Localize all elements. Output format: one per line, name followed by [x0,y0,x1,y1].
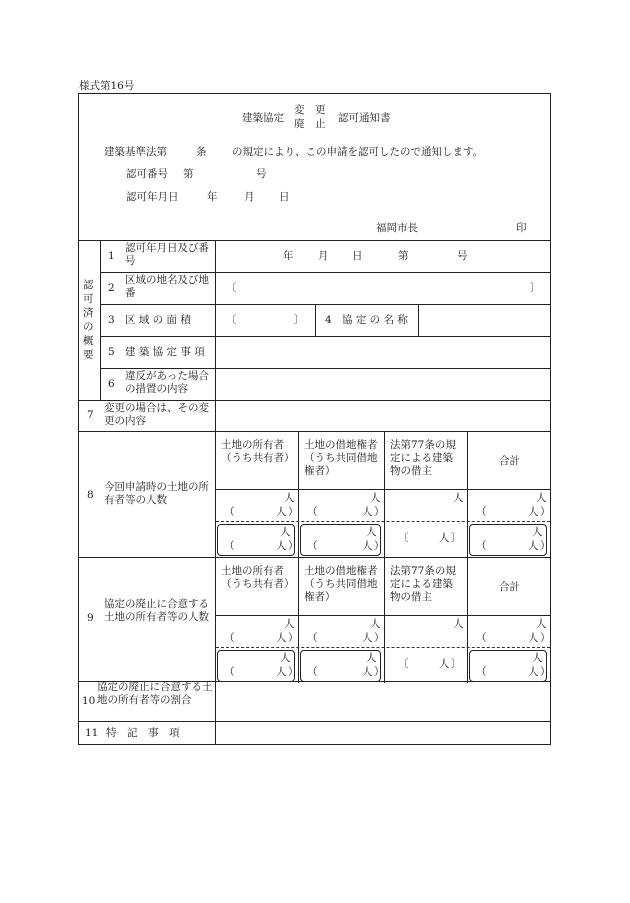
frame-right [550,93,551,745]
permit-date-day: 日 [279,191,290,203]
row9-unit-person: 人 [362,632,373,644]
row9-header-total: 合計 [499,581,520,593]
row9-unit-person: 人 [276,666,287,678]
row8-paren-close: ） [288,506,299,518]
row8-unit-person: 人 [366,526,377,538]
row8-header-lessee: 土地の借地権者（うち共同借地権者） [304,439,378,477]
row8-unit-person: 人 [362,506,373,518]
row9-paren-close: ） [374,666,385,678]
row9-unit-person: 人 [370,618,381,630]
row8-paren-close: ） [540,506,551,518]
row3-label: 区 域 の 面 積 [125,314,191,326]
row9-unit-person: 人 [453,618,464,630]
row11-num: 11 [85,727,99,739]
row9-unit-person: 人 [528,666,539,678]
row9-paren-close: ） [540,632,551,644]
frame-left [78,93,79,745]
row9-paren-close: ） [288,632,299,644]
row-line [100,272,551,273]
row-line [78,557,551,558]
row8-paren-close: ） [540,540,551,552]
row9-dashed-line [216,647,550,648]
row1-label: 認可年月日及び番号 [125,242,209,267]
row-line [78,431,551,432]
row8-paren-open: （ [224,540,235,552]
row5-label: 建 築 協 定 事 項 [125,346,205,358]
row8-paren-open: （ [307,540,318,552]
row9-unit-person: 人 [439,658,450,670]
row9-paren-open: （ [224,632,235,644]
permit-date-label: 認可年月日 [126,191,179,203]
row9-unit-person: 人 [536,618,547,630]
row10-label: 協定の廃止に合意する土地の所有者等の割合 [97,681,213,706]
row-line [78,400,551,401]
row8-header-art77: 法第77条の規定による建築物の借主 [390,439,456,477]
mayor-seal: 印 [516,222,527,234]
row2-bracket-open: 〔 [226,282,237,294]
row9-label: 協定の廃止に合意する土地の所有者等の人数 [104,598,209,623]
row9-paren-close: ） [374,632,385,644]
row4-label: 協 定 の 名 称 [342,314,408,326]
row8-unit-person: 人 [276,540,287,552]
row8-paren-open: （ [476,540,487,552]
row9-col-line [384,557,385,683]
row8-paren-close: ） [374,506,385,518]
row7-label: 変更の場合は、その変更の内容 [104,402,209,427]
mayor-label: 福岡市長 [376,222,418,234]
row1-go: 号 [457,250,468,262]
row8-unit-person: 人 [536,492,547,504]
row8-col-line [298,431,299,557]
row9-unit-person: 人 [276,632,287,644]
row-line [78,721,551,722]
row8-num: 8 [87,489,94,501]
row8-paren-open: （ [224,506,235,518]
side-label: 認可済の概要 [83,279,94,361]
row8-dashed-line [216,521,550,522]
row8-unit-person: 人 [453,492,464,504]
row9-header-lessee: 土地の借地権者（うち共同借地権者） [304,565,378,603]
notice-article: 条 [196,146,207,158]
row9-num: 9 [87,612,94,624]
row9-paren-open: （ [224,666,235,678]
col-line [215,240,216,745]
row8-unit-person: 人 [528,540,539,552]
row-line [100,304,551,305]
title-alt-abolish: 廃 止 [294,118,326,130]
permit-number-label: 認可番号 [126,168,168,180]
notice-text: の規定により、この申請を認可したので通知します。 [232,146,484,158]
row9-unit-person: 人 [362,666,373,678]
row8-unit-person: 人 [528,506,539,518]
form-number: 様式第16号 [79,80,135,92]
header-divider [78,240,551,241]
row4-num: 4 [325,314,332,326]
row9-bracket-open: 〔 [398,658,409,670]
permit-number-dai: 第 [183,168,194,180]
frame-bottom [78,744,551,745]
row5-num: 5 [108,346,115,358]
row8-unit-person: 人 [370,492,381,504]
row9-paren-open: （ [307,666,318,678]
row8-header-total: 合計 [499,455,520,467]
row1-num: 1 [108,250,115,262]
row8-header-line [215,489,551,490]
row9-paren-open: （ [476,666,487,678]
row8-unit-person: 人 [439,532,450,544]
row8-bracket-close: 〕 [451,532,462,544]
row2-num: 2 [108,282,115,294]
row2-label: 区域の地名及び地番 [125,274,209,299]
row9-col-line [467,557,468,683]
row9-unit-person: 人 [280,652,291,664]
row8-col-line [467,431,468,557]
row1-day: 日 [352,250,363,262]
row9-col-line [298,557,299,683]
row9-paren-open: （ [307,632,318,644]
row10-num: 10 [82,695,96,707]
row8-header-owner: 土地の所有者（うち共有者） [221,439,295,464]
permit-date-month: 月 [244,191,255,203]
row-line [100,368,551,369]
row6-num: 6 [108,378,115,390]
row8-paren-close: ） [374,540,385,552]
row1-month: 月 [318,250,329,262]
row9-paren-open: （ [476,632,487,644]
row8-unit-person: 人 [532,526,543,538]
permit-date-year: 年 [207,191,218,203]
row8-label: 今回申請時の土地の所有者等の人数 [104,481,209,506]
row8-paren-open: （ [476,506,487,518]
row9-unit-person: 人 [528,632,539,644]
row6-label: 違反があった場合の措置の内容 [125,370,209,395]
row8-col-line [384,431,385,557]
col-line [418,304,419,336]
permit-number-go: 号 [256,168,267,180]
row1-year: 年 [283,250,294,262]
row9-header-owner: 土地の所有者（うち共有者） [221,565,295,590]
row11-label: 特 記 事 項 [106,727,180,739]
col-line [100,240,101,400]
row8-bracket-open: 〔 [398,532,409,544]
row2-bracket-close: 〕 [530,282,541,294]
row8-unit-person: 人 [284,492,295,504]
row9-unit-person: 人 [284,618,295,630]
row3-bracket-close: 〕 [294,314,305,326]
title-alt-change: 変 更 [294,104,326,116]
frame-top [78,93,551,94]
row9-paren-close: ） [288,666,299,678]
notice-law: 建築基準法第 [104,146,167,158]
title-prefix: 建築協定 [242,112,284,124]
row8-unit-person: 人 [276,506,287,518]
row3-bracket-open: 〔 [226,314,237,326]
row9-bracket-close: 〕 [451,658,462,670]
title-suffix: 認可通知書 [338,112,391,124]
row8-unit-person: 人 [280,526,291,538]
row1-dai: 第 [398,250,409,262]
row9-header-line [215,615,551,616]
row9-paren-close: ） [540,666,551,678]
row9-header-art77: 法第77条の規定による建築物の借主 [390,565,456,603]
row3-num: 3 [108,314,115,326]
row8-paren-open: （ [307,506,318,518]
row8-paren-close: ） [288,540,299,552]
col-line [315,304,316,336]
row7-num: 7 [87,409,94,421]
row9-unit-person: 人 [366,652,377,664]
row9-unit-person: 人 [532,652,543,664]
row8-unit-person: 人 [362,540,373,552]
row-line [100,336,551,337]
